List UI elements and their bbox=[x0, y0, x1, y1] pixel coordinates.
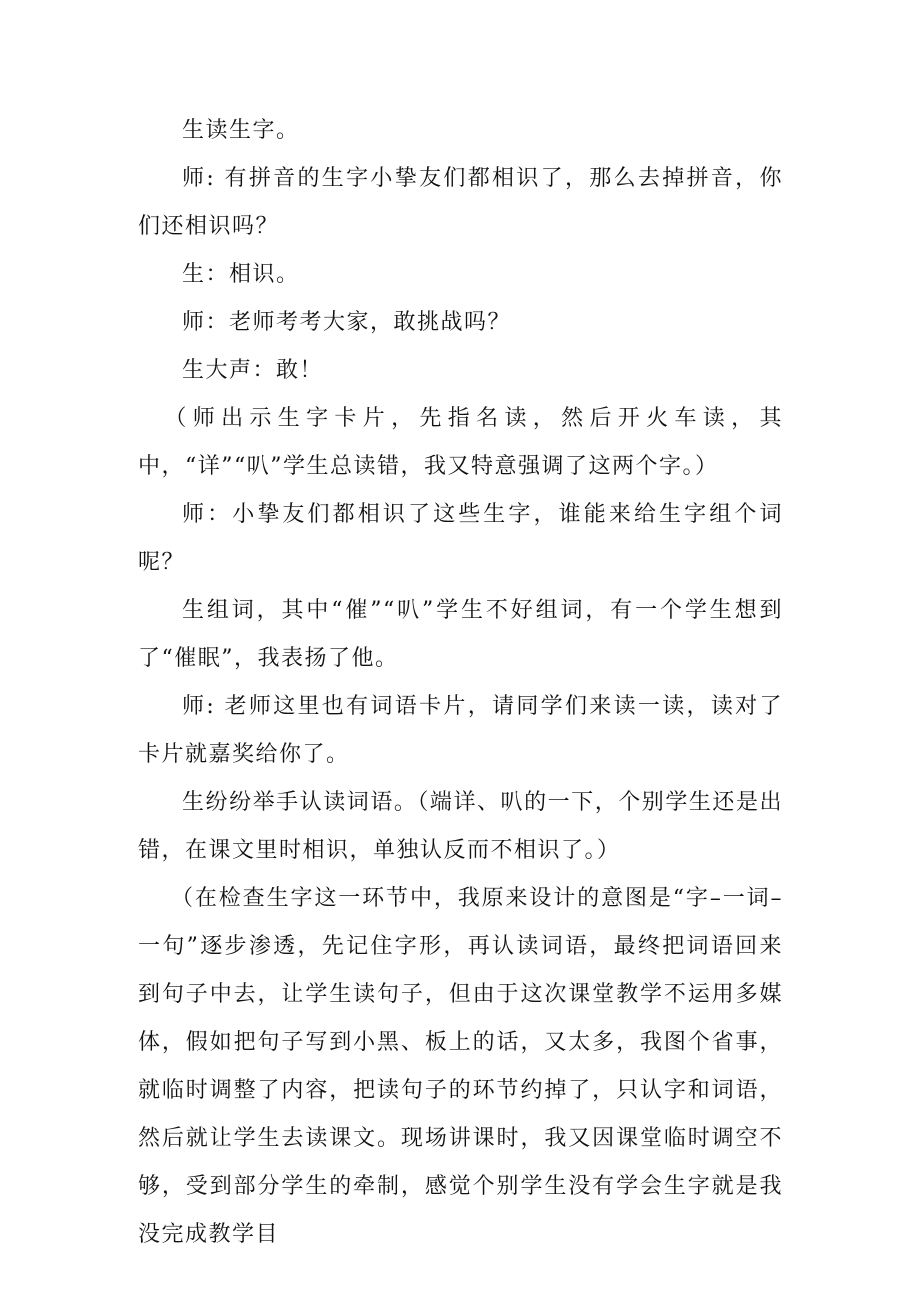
paragraph-2: 师: 有拼音的生字小挚友们都相识了，那么去掉拼音，你们还相识吗？ bbox=[138, 166, 783, 239]
paragraph-8: 生组词，其中“催”“叭”学生不好组词，有一个学生想到了“催眠”，我表扬了他。 bbox=[138, 598, 783, 671]
paragraph-9: 师: 老师这里也有词语卡片，请同学们来读一读，读对了卡片就嘉奖给你了。 bbox=[138, 694, 783, 767]
paragraph-7: 师：小挚友们都相识了这些生字，谁能来给生字组个词呢？ bbox=[138, 502, 783, 575]
document-body bbox=[138, 107, 783, 1259]
paragraph-6-note: （师出示生字卡片，先指名读，然后开火车读，其中，“详”“叭”学生总读错，我又特意强调了这两个字。） bbox=[138, 406, 783, 479]
paragraph-1: 生读生字。 bbox=[182, 118, 300, 143]
paragraph-3: 生：相识。 bbox=[182, 262, 300, 287]
paragraph-5: 生大声：敢！ bbox=[182, 358, 324, 383]
paragraph-11-reflection: （在检查生字这一环节中，我原来设计的意图是“字–一词–一句”逐步渗透，先记住字形，再认读词语，最终把词语回来到句子中去，让学生读句子，但由于这次课堂教学不运用多媒体，假如把句子写到小黑、板上的话，又太多，我图个省事，就临时调整了内容，把读句子的环节约掉了，只认字和词语，然后就让学生去读课文。现场讲课时，我又因课堂临时调空不够，受到部分学生的牵制，感觉个别学生没有学会生字就是我没完成教学目 bbox=[138, 886, 783, 1247]
paragraph-4: 师：老师考考大家，敢挑战吗？ bbox=[182, 310, 512, 335]
paragraph-10: 生纷纷举手认读词语。（端详、叭的一下，个别学生还是出错，在课文里时相识，单独认反而不相识了。） bbox=[138, 790, 783, 863]
